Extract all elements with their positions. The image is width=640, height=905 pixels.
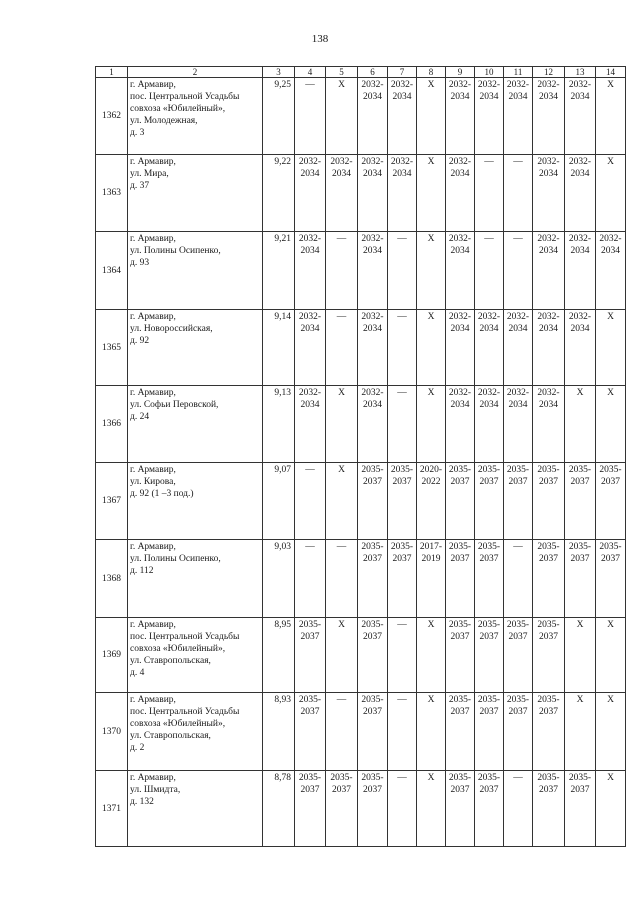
table-row xyxy=(96,463,626,540)
period-cell: 2032- 2034 xyxy=(533,386,565,463)
period-cell: 2032- 2034 xyxy=(565,310,596,386)
period-cell: — xyxy=(475,232,504,310)
period-cell: — xyxy=(504,540,533,618)
period-cell: — xyxy=(388,232,417,310)
period-cell: 2035- 2037 xyxy=(358,463,388,540)
period-cell: 2017- 2019 xyxy=(417,540,446,618)
period-cell: X xyxy=(417,78,446,155)
period-cell: X xyxy=(596,310,626,386)
period-cell: 2032- 2034 xyxy=(565,232,596,310)
period-cell: 2020- 2022 xyxy=(417,463,446,540)
housing-register-table xyxy=(95,66,626,847)
period-cell: 2032- 2034 xyxy=(358,78,388,155)
period-cell: 2032- 2034 xyxy=(475,386,504,463)
score-cell: 9,14 xyxy=(263,310,295,386)
address-cell: г. Армавир, ул. Софьи Перовской, д. 24 xyxy=(128,386,263,463)
column-header-5: 5 xyxy=(326,67,358,78)
period-cell: 2032- 2034 xyxy=(446,232,475,310)
period-cell: 2035- 2037 xyxy=(504,618,533,693)
score-cell: 8,95 xyxy=(263,618,295,693)
period-cell: X xyxy=(417,310,446,386)
column-header-1: 1 xyxy=(96,67,128,78)
period-cell: 2035- 2037 xyxy=(565,463,596,540)
address-cell: г. Армавир, ул. Полины Осипенко, д. 112 xyxy=(128,540,263,618)
score-cell: 9,07 xyxy=(263,463,295,540)
period-cell: 2035- 2037 xyxy=(596,540,626,618)
address-cell: г. Армавир, ул. Мира, д. 37 xyxy=(128,155,263,232)
column-header-13: 13 xyxy=(565,67,596,78)
period-cell: 2035- 2037 xyxy=(475,771,504,847)
table-row xyxy=(96,540,626,618)
period-cell: 2032- 2034 xyxy=(446,155,475,232)
period-cell: — xyxy=(295,78,326,155)
period-cell: — xyxy=(295,540,326,618)
period-cell: — xyxy=(388,693,417,771)
period-cell: 2035- 2037 xyxy=(596,463,626,540)
period-cell: 2035- 2037 xyxy=(533,618,565,693)
period-cell: 2032- 2034 xyxy=(565,155,596,232)
column-header-8: 8 xyxy=(417,67,446,78)
period-cell: X xyxy=(565,693,596,771)
period-cell: 2035- 2037 xyxy=(565,540,596,618)
period-cell: X xyxy=(417,232,446,310)
table-row xyxy=(96,386,626,463)
period-cell: 2035- 2037 xyxy=(565,771,596,847)
period-cell: 2032- 2034 xyxy=(358,386,388,463)
period-cell: — xyxy=(326,232,358,310)
row-number: 1362 xyxy=(96,78,128,155)
period-cell: 2032- 2034 xyxy=(504,78,533,155)
address-cell: г. Армавир, пос. Центральной Усадьбы совхоза «Юбилейный», ул. Ставропольская, д. 2 xyxy=(128,693,263,771)
table-row xyxy=(96,232,626,310)
period-cell: X xyxy=(326,618,358,693)
period-cell: X xyxy=(326,386,358,463)
period-cell: 2032- 2034 xyxy=(504,386,533,463)
table-row xyxy=(96,310,626,386)
period-cell: — xyxy=(504,232,533,310)
period-cell: 2035- 2037 xyxy=(533,771,565,847)
period-cell: 2035- 2037 xyxy=(504,693,533,771)
period-cell: 2035- 2037 xyxy=(504,463,533,540)
period-cell: 2035- 2037 xyxy=(533,463,565,540)
period-cell: 2035- 2037 xyxy=(475,693,504,771)
column-header-10: 10 xyxy=(475,67,504,78)
period-cell: 2035- 2037 xyxy=(446,618,475,693)
column-header-11: 11 xyxy=(504,67,533,78)
row-number: 1366 xyxy=(96,386,128,463)
period-cell: X xyxy=(417,386,446,463)
column-header-4: 4 xyxy=(295,67,326,78)
period-cell: — xyxy=(388,386,417,463)
period-cell: 2035- 2037 xyxy=(533,693,565,771)
period-cell: X xyxy=(596,386,626,463)
period-cell: 2032- 2034 xyxy=(446,386,475,463)
period-cell: — xyxy=(504,155,533,232)
period-cell: 2035- 2037 xyxy=(358,771,388,847)
period-cell: 2032- 2034 xyxy=(326,155,358,232)
period-cell: 2035- 2037 xyxy=(446,771,475,847)
page-number: 138 xyxy=(311,33,329,45)
period-cell: 2032- 2034 xyxy=(446,78,475,155)
period-cell: 2032- 2034 xyxy=(475,310,504,386)
score-cell: 9,25 xyxy=(263,78,295,155)
period-cell: 2035- 2037 xyxy=(295,693,326,771)
period-cell: — xyxy=(326,310,358,386)
column-header-2: 2 xyxy=(128,67,263,78)
period-cell: — xyxy=(326,540,358,618)
table-header-row xyxy=(96,67,626,78)
row-number: 1371 xyxy=(96,771,128,847)
period-cell: 2035- 2037 xyxy=(475,618,504,693)
table-row xyxy=(96,771,626,847)
period-cell: X xyxy=(596,78,626,155)
period-cell: X xyxy=(596,771,626,847)
period-cell: — xyxy=(388,618,417,693)
period-cell: 2032- 2034 xyxy=(295,386,326,463)
period-cell: 2032- 2034 xyxy=(533,232,565,310)
column-header-12: 12 xyxy=(533,67,565,78)
period-cell: 2035- 2037 xyxy=(358,693,388,771)
column-header-3: 3 xyxy=(263,67,295,78)
period-cell: 2035- 2037 xyxy=(326,771,358,847)
table-body xyxy=(96,78,626,847)
period-cell: — xyxy=(295,463,326,540)
period-cell: 2032- 2034 xyxy=(358,155,388,232)
score-cell: 9,21 xyxy=(263,232,295,310)
period-cell: 2032- 2034 xyxy=(504,310,533,386)
period-cell: X xyxy=(565,618,596,693)
period-cell: X xyxy=(326,78,358,155)
address-cell: г. Армавир, ул. Новороссийская, д. 92 xyxy=(128,310,263,386)
table-row xyxy=(96,155,626,232)
column-header-7: 7 xyxy=(388,67,417,78)
row-number: 1370 xyxy=(96,693,128,771)
address-cell: г. Армавир, ул. Полины Осипенко, д. 93 xyxy=(128,232,263,310)
period-cell: 2032- 2034 xyxy=(295,310,326,386)
period-cell: 2035- 2037 xyxy=(358,540,388,618)
period-cell: 2035- 2037 xyxy=(388,463,417,540)
period-cell: 2035- 2037 xyxy=(533,540,565,618)
period-cell: X xyxy=(565,386,596,463)
period-cell: X xyxy=(417,618,446,693)
period-cell: — xyxy=(388,310,417,386)
period-cell: — xyxy=(326,693,358,771)
score-cell: 8,78 xyxy=(263,771,295,847)
period-cell: 2032- 2034 xyxy=(533,78,565,155)
period-cell: 2035- 2037 xyxy=(446,540,475,618)
row-number: 1364 xyxy=(96,232,128,310)
row-number: 1369 xyxy=(96,618,128,693)
period-cell: — xyxy=(388,771,417,847)
row-number: 1367 xyxy=(96,463,128,540)
address-cell: г. Армавир, пос. Центральной Усадьбы совхоза «Юбилейный», ул. Молодежная, д. 3 xyxy=(128,78,263,155)
score-cell: 9,13 xyxy=(263,386,295,463)
period-cell: X xyxy=(417,155,446,232)
period-cell: 2035- 2037 xyxy=(358,618,388,693)
period-cell: 2035- 2037 xyxy=(295,771,326,847)
period-cell: 2032- 2034 xyxy=(475,78,504,155)
score-cell: 8,93 xyxy=(263,693,295,771)
period-cell: 2032- 2034 xyxy=(533,155,565,232)
column-header-6: 6 xyxy=(358,67,388,78)
period-cell: 2032- 2034 xyxy=(596,232,626,310)
address-cell: г. Армавир, ул. Шмидта, д. 132 xyxy=(128,771,263,847)
period-cell: 2035- 2037 xyxy=(388,540,417,618)
period-cell: X xyxy=(596,693,626,771)
period-cell: 2035- 2037 xyxy=(446,693,475,771)
row-number: 1363 xyxy=(96,155,128,232)
period-cell: X xyxy=(417,771,446,847)
table-row xyxy=(96,618,626,693)
row-number: 1368 xyxy=(96,540,128,618)
period-cell: 2032- 2034 xyxy=(295,232,326,310)
score-cell: 9,22 xyxy=(263,155,295,232)
period-cell: — xyxy=(504,771,533,847)
column-header-14: 14 xyxy=(596,67,626,78)
table-row xyxy=(96,693,626,771)
period-cell: 2032- 2034 xyxy=(533,310,565,386)
period-cell: 2035- 2037 xyxy=(475,540,504,618)
period-cell: 2032- 2034 xyxy=(358,232,388,310)
address-cell: г. Армавир, пос. Центральной Усадьбы совхоза «Юбилейный», ул. Ставропольская, д. 4 xyxy=(128,618,263,693)
address-cell: г. Армавир, ул. Кирова, д. 92 (1 –3 под.) xyxy=(128,463,263,540)
period-cell: 2032- 2034 xyxy=(565,78,596,155)
row-number: 1365 xyxy=(96,310,128,386)
period-cell: — xyxy=(475,155,504,232)
period-cell: 2032- 2034 xyxy=(358,310,388,386)
period-cell: 2035- 2037 xyxy=(475,463,504,540)
period-cell: 2035- 2037 xyxy=(295,618,326,693)
column-header-9: 9 xyxy=(446,67,475,78)
period-cell: X xyxy=(596,618,626,693)
period-cell: X xyxy=(596,155,626,232)
period-cell: 2032- 2034 xyxy=(446,310,475,386)
table-row xyxy=(96,78,626,155)
period-cell: 2032- 2034 xyxy=(388,78,417,155)
period-cell: X xyxy=(326,463,358,540)
score-cell: 9,03 xyxy=(263,540,295,618)
period-cell: 2032- 2034 xyxy=(388,155,417,232)
period-cell: 2035- 2037 xyxy=(446,463,475,540)
period-cell: 2032- 2034 xyxy=(295,155,326,232)
period-cell: X xyxy=(417,693,446,771)
